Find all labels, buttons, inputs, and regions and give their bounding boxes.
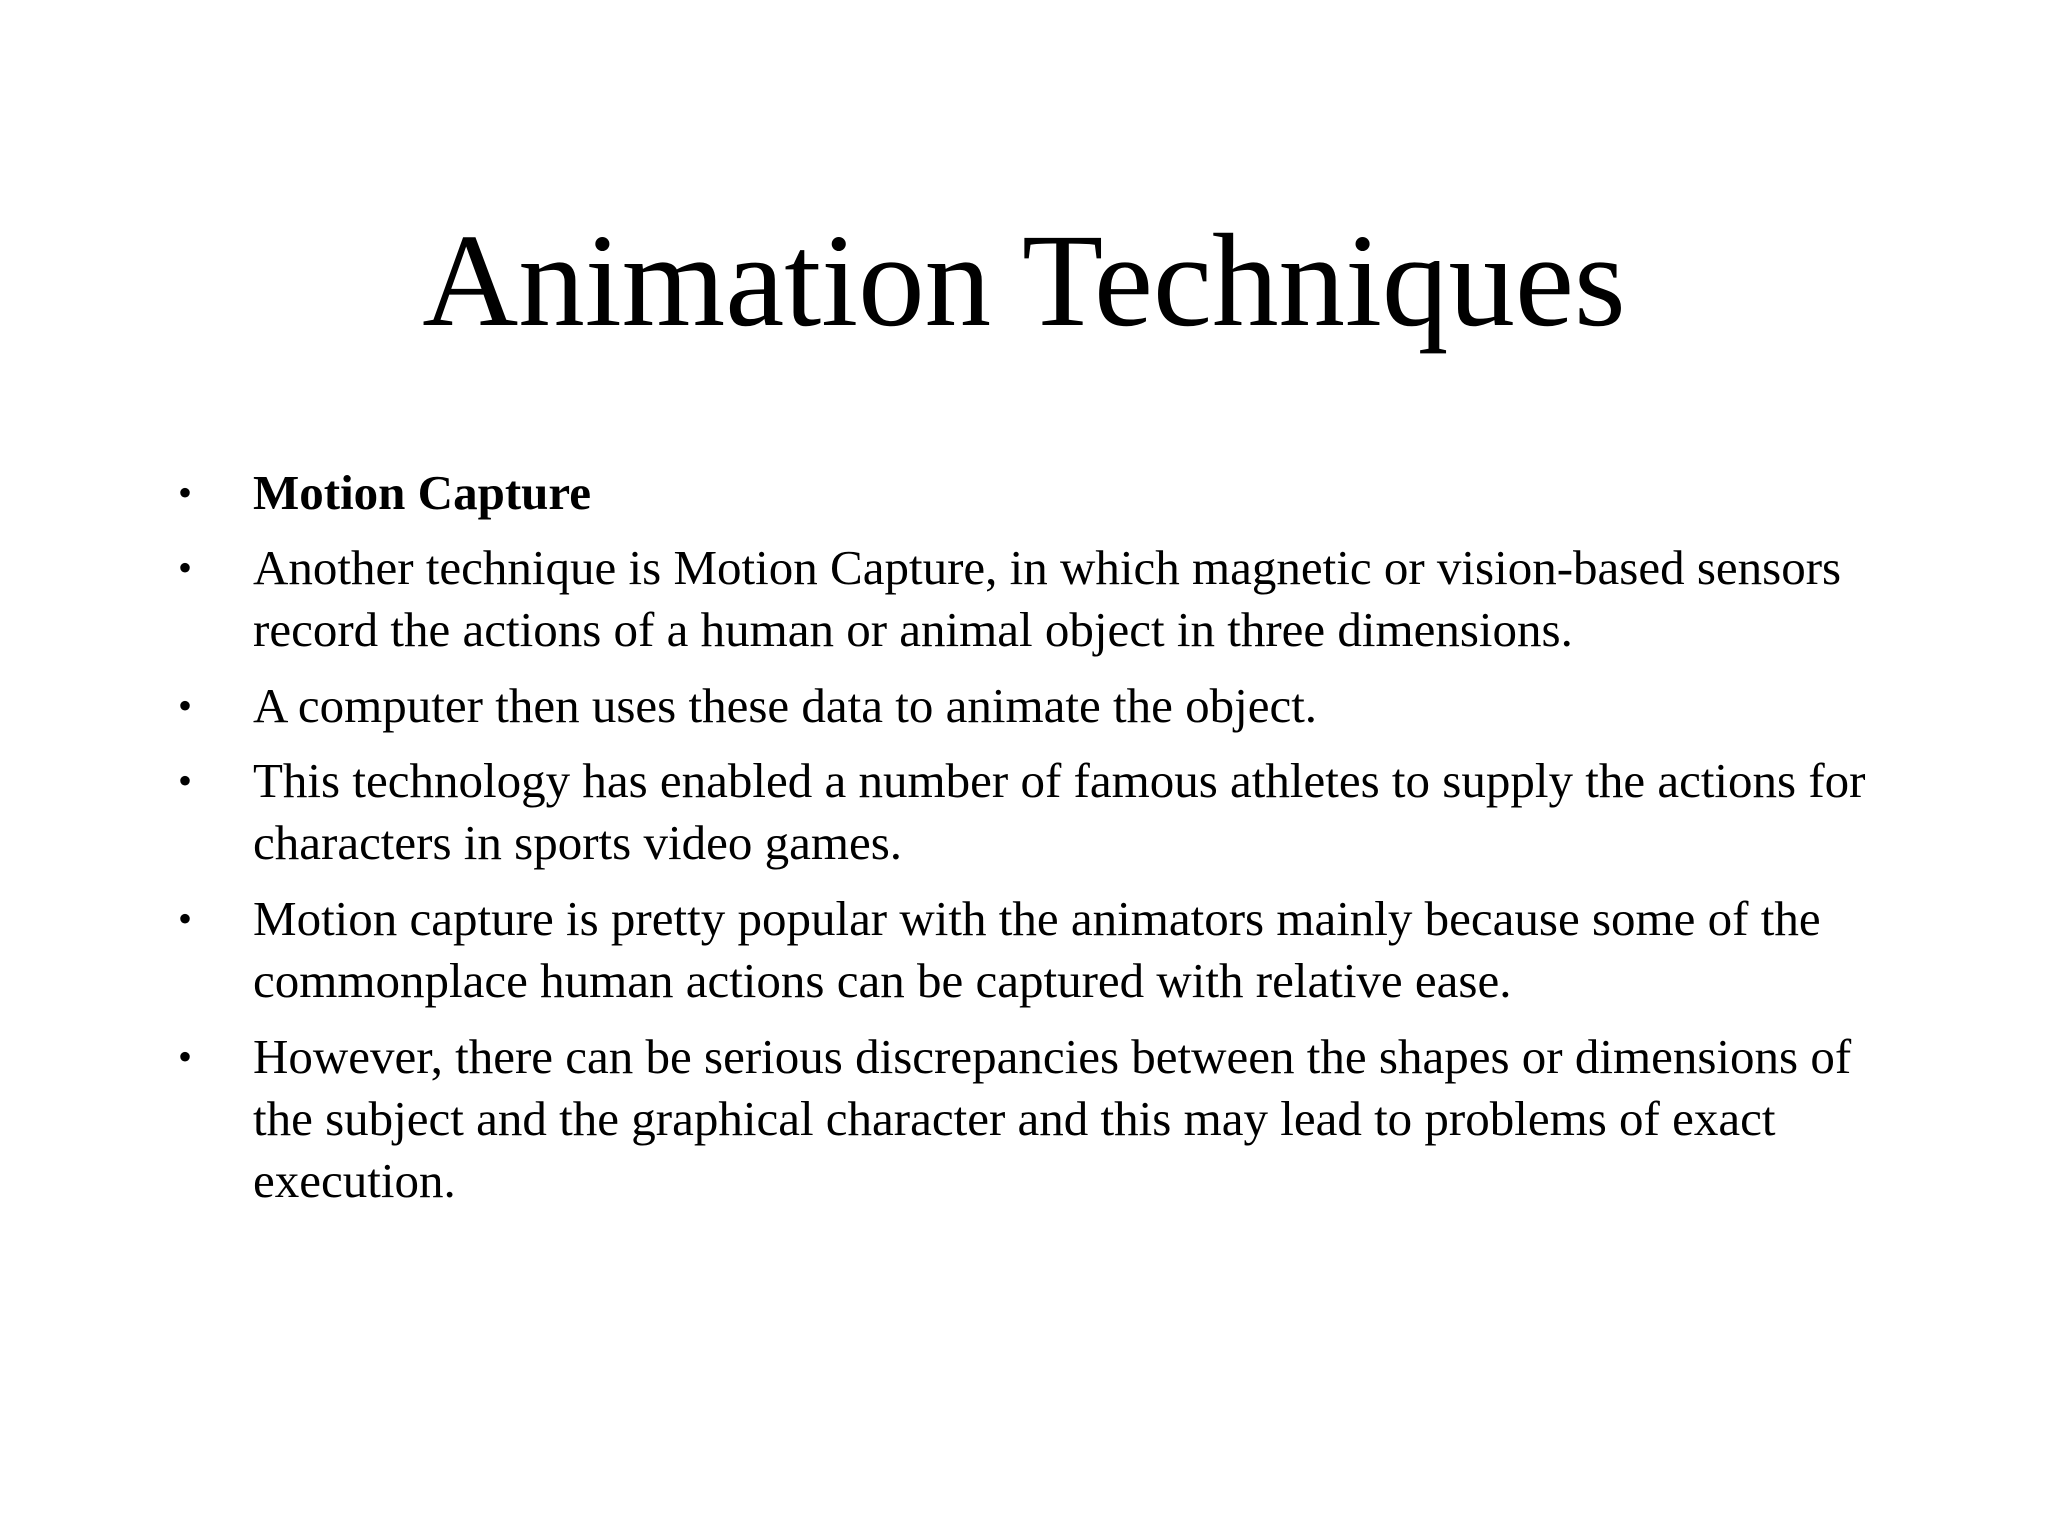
bullet-dot: •: [178, 896, 193, 941]
bullet-text: Motion capture is pretty popular with the animators mainly because some of the commonplace human actions can be captured with relative ease.: [253, 891, 1821, 1008]
bullet-text: A computer then uses these data to animate the object.: [253, 678, 1318, 733]
bullet-text: However, there can be serious discrepancies between the shapes or dimensions of the subject and the graphical character and this may lead to problems of exact execution.: [253, 1029, 1852, 1208]
bullet-dot: •: [178, 683, 193, 728]
bullet-text: Another technique is Motion Capture, in which magnetic or vision-based sensors record the actions of a human or animal object in three dimensions.: [253, 540, 1842, 657]
bullet-dot: •: [178, 470, 193, 515]
bullet-dot: •: [178, 1034, 193, 1079]
bullet-dot: •: [178, 758, 193, 803]
bullet-text: Motion Capture: [253, 465, 591, 520]
slide-title: Animation Techniques: [422, 206, 1626, 354]
bullet-text: This technology has enabled a number of famous athletes to supply the actions for characters in sports video games.: [253, 753, 1866, 870]
bullet-dot: •: [178, 545, 193, 590]
